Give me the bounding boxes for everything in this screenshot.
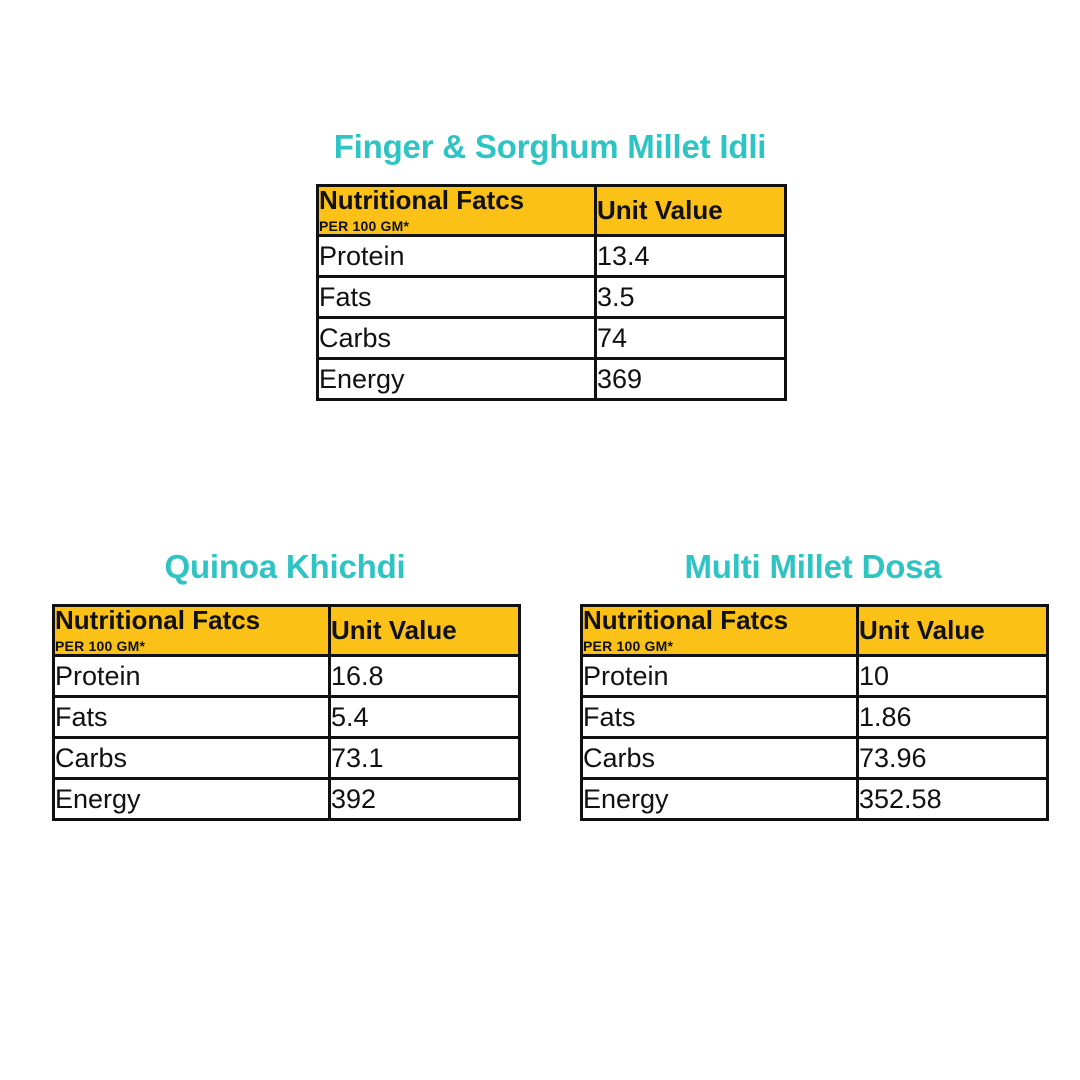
header-sublabel: PER 100 GM*	[55, 638, 146, 655]
table-header-row	[54, 606, 520, 656]
header-sublabel: PER 100 GM*	[583, 638, 674, 655]
row-label: Fats	[582, 697, 858, 738]
header-value-label: Unit Value	[859, 615, 985, 645]
table-row	[582, 656, 1048, 697]
row-label: Protein	[582, 656, 858, 697]
nutrition-card-multi-millet-dosa	[580, 548, 1046, 821]
header-label: Nutritional Fatcs	[319, 185, 525, 215]
table-row	[582, 697, 1048, 738]
table-row	[318, 359, 786, 400]
row-label: Carbs	[582, 738, 858, 779]
table-row	[54, 779, 520, 820]
header-cell-facts	[54, 606, 330, 656]
row-value: 10	[858, 656, 1048, 697]
row-value: 352.58	[858, 779, 1048, 820]
row-label: Fats	[318, 277, 596, 318]
card-title: Quinoa Khichdi	[164, 548, 406, 585]
table-row	[582, 779, 1048, 820]
table-row	[318, 277, 786, 318]
row-value: 1.86	[858, 697, 1048, 738]
table-header-row	[582, 606, 1048, 656]
nutrition-table	[580, 604, 1049, 821]
header-value-label: Unit Value	[331, 615, 457, 645]
row-label: Protein	[318, 236, 596, 277]
row-label: Fats	[54, 697, 330, 738]
table-row	[582, 738, 1048, 779]
header-cell-unit-value	[596, 186, 786, 236]
table-row	[54, 738, 520, 779]
row-value: 3.5	[596, 277, 786, 318]
row-label: Energy	[54, 779, 330, 820]
row-label: Energy	[582, 779, 858, 820]
row-label: Carbs	[318, 318, 596, 359]
header-label: Nutritional Fatcs	[583, 605, 789, 635]
row-label: Protein	[54, 656, 330, 697]
table-row	[318, 318, 786, 359]
card-title: Finger & Sorghum Millet Idli	[333, 128, 767, 165]
row-value: 16.8	[330, 656, 520, 697]
row-label: Carbs	[54, 738, 330, 779]
nutrition-table	[316, 184, 787, 401]
table-row	[54, 697, 520, 738]
header-cell-facts	[582, 606, 858, 656]
table-row	[54, 656, 520, 697]
header-label: Nutritional Fatcs	[55, 605, 261, 635]
card-title: Multi Millet Dosa	[684, 548, 942, 585]
nutrition-card-finger-sorghum-millet-idli	[316, 128, 784, 401]
header-cell-unit-value	[330, 606, 520, 656]
row-value: 5.4	[330, 697, 520, 738]
header-cell-unit-value	[858, 606, 1048, 656]
row-value: 74	[596, 318, 786, 359]
row-value: 73.96	[858, 738, 1048, 779]
header-sublabel: PER 100 GM*	[319, 218, 410, 235]
table-header-row	[318, 186, 786, 236]
header-value-label: Unit Value	[597, 195, 723, 225]
row-label: Energy	[318, 359, 596, 400]
header-cell-facts	[318, 186, 596, 236]
nutrition-card-quinoa-khichdi	[52, 548, 518, 821]
row-value: 73.1	[330, 738, 520, 779]
table-row	[318, 236, 786, 277]
nutrition-table	[52, 604, 521, 821]
row-value: 13.4	[596, 236, 786, 277]
row-value: 369	[596, 359, 786, 400]
row-value: 392	[330, 779, 520, 820]
